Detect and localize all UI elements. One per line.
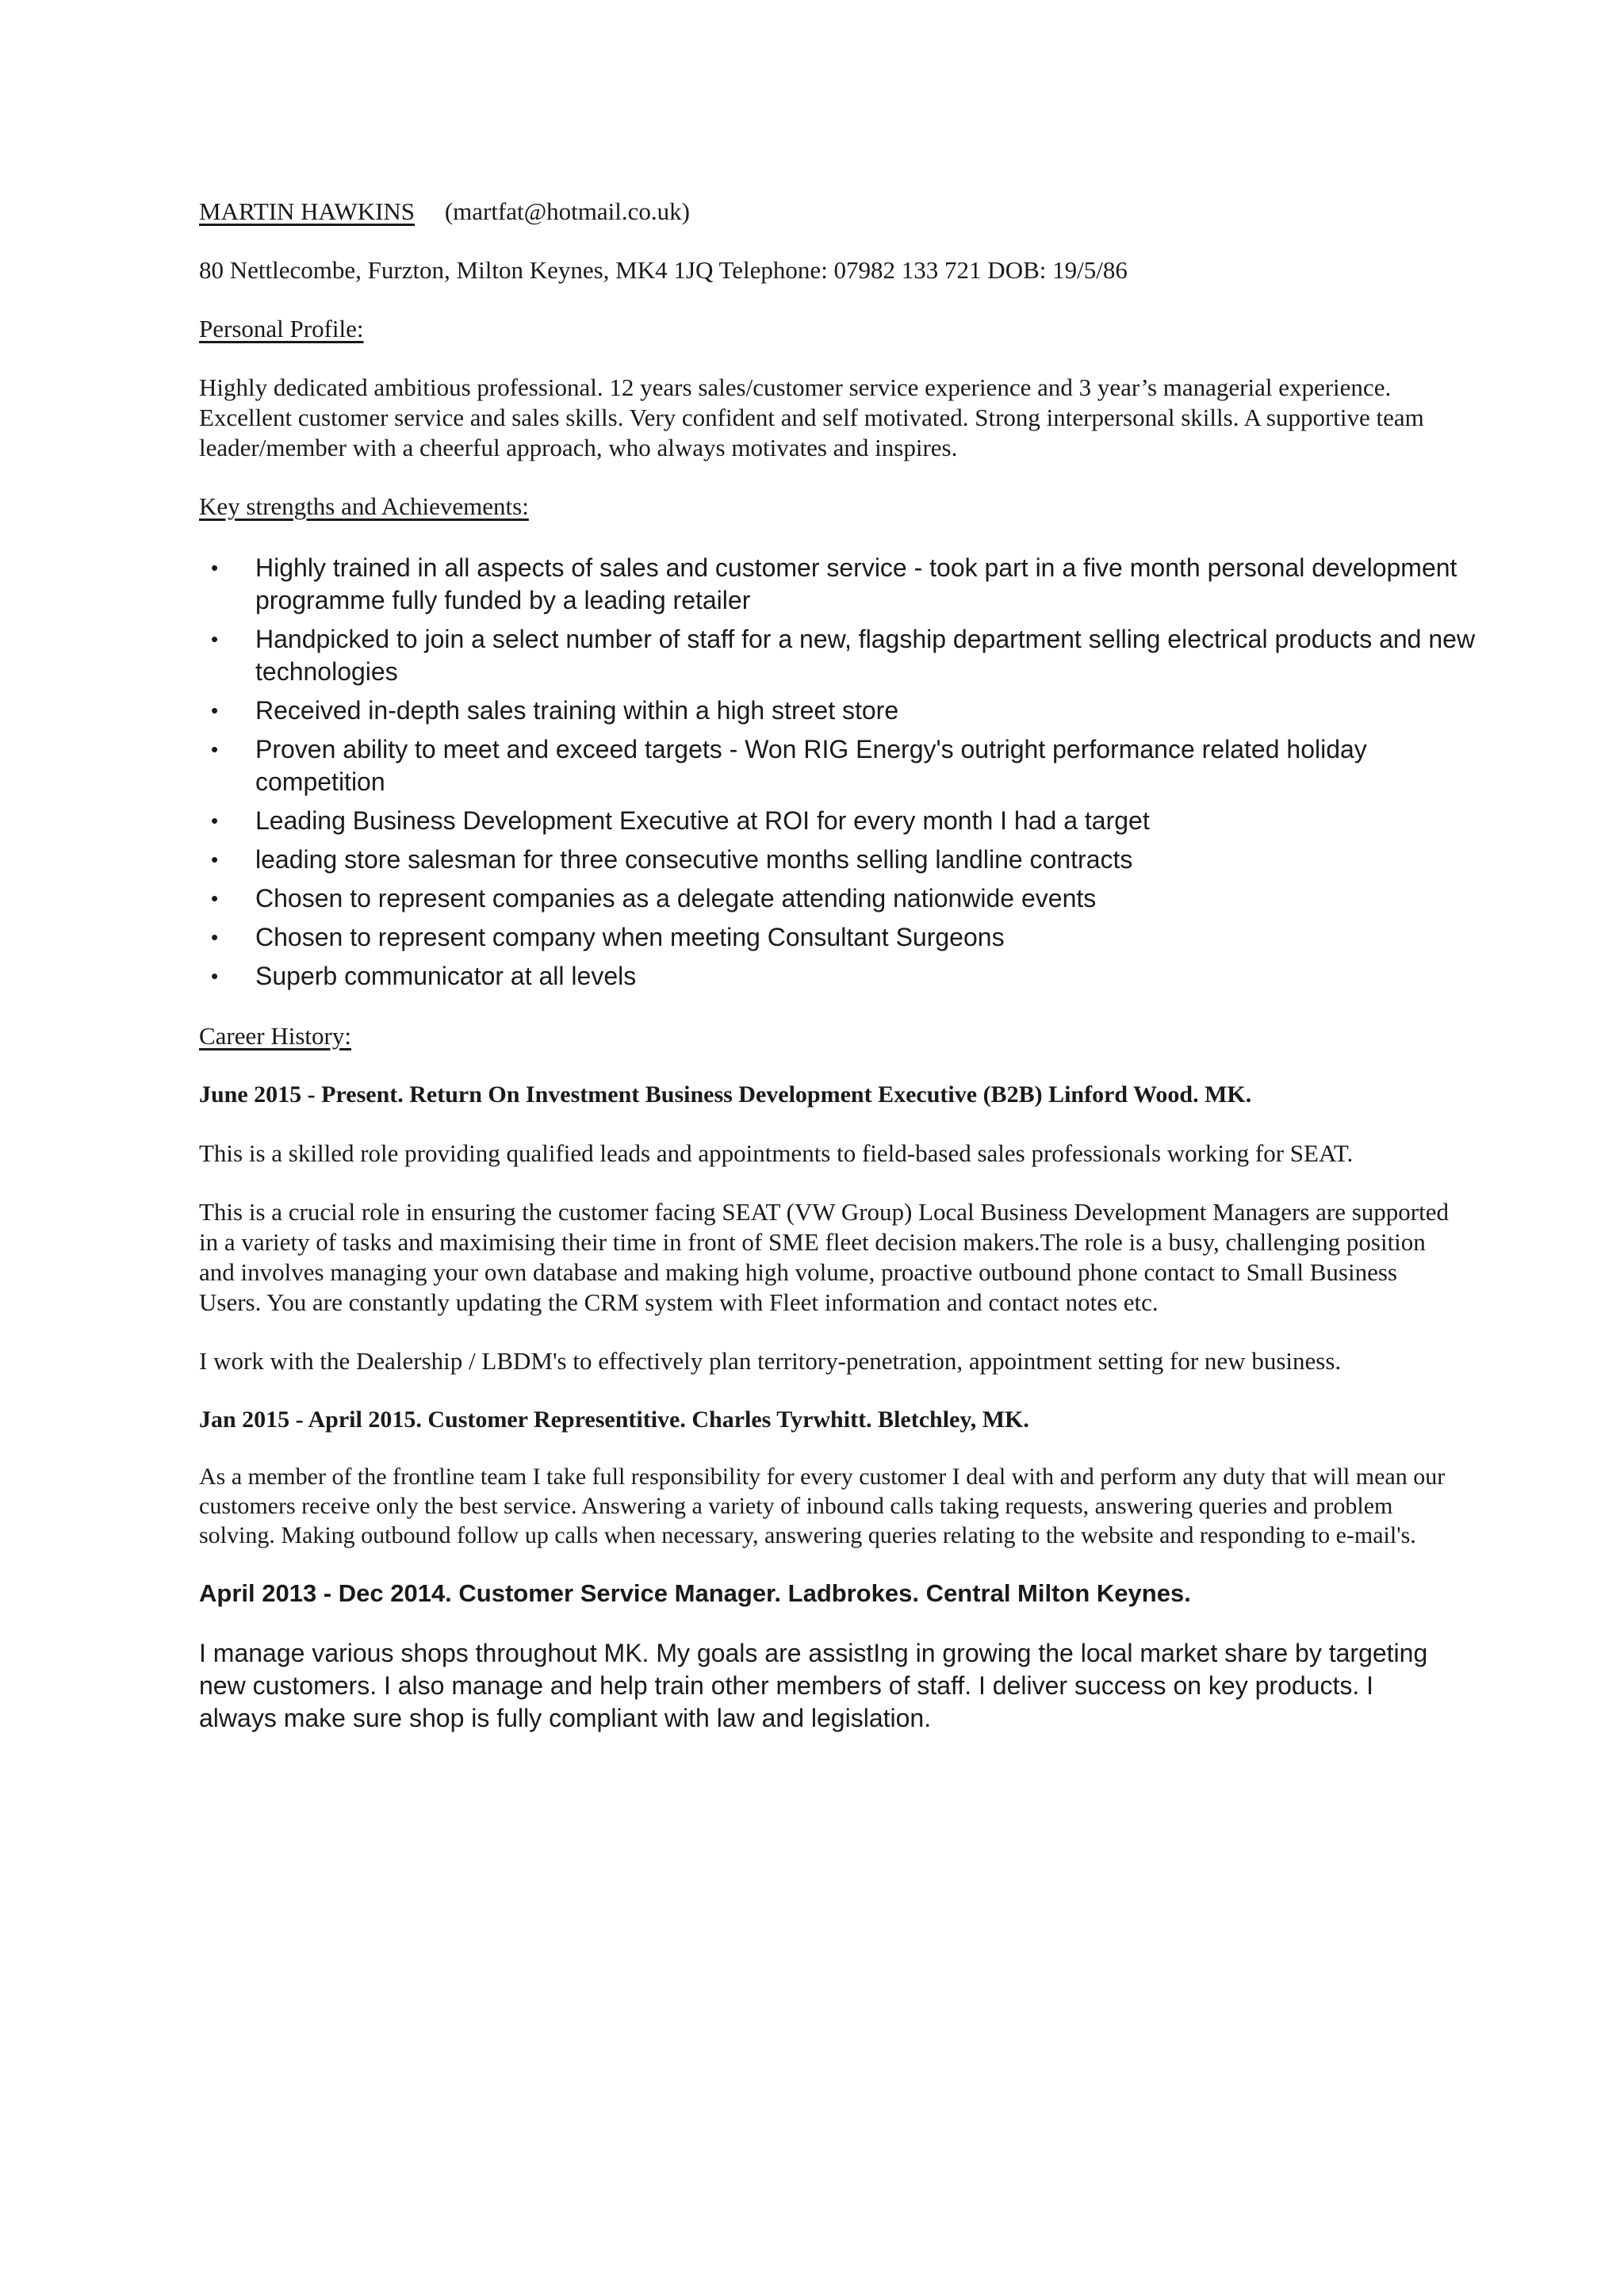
key-strengths-list xyxy=(199,552,1476,993)
strength-text: Leading Business Development Executive at ROI for every month I had a target xyxy=(255,806,1150,835)
strength-text: Proven ability to meet and exceed targets - Won RIG Energy's outright performance related holiday competition xyxy=(255,735,1367,796)
strength-text: Received in-depth sales training within a high street store xyxy=(255,696,899,725)
list-item xyxy=(199,805,1477,837)
list-item xyxy=(199,733,1477,798)
job-heading-roi: June 2015 - Present. Return On Investment Business Development Executive (B2B) Linford Wood. MK. xyxy=(199,1081,1252,1108)
personal-profile-text: Highly dedicated ambitious professional. 12 years sales/customer service experience and 3 year’s managerial experience. Excellent customer service and sales skills. Very confident and self motivated. Strong interpersonal skills. A supportive team leader/member with a cheerful approach, who always motivates and inspires. xyxy=(199,373,1424,461)
job-description: As a member of the frontline team I take full responsibility for every customer I deal with and perform any duty that will mean our customers receive only the best service. Answering a variety of inbound calls taking requests, answering queries and problem solving. Making outbound follow up calls when necessary, answering queries relating to the website and responding to e-mail's. xyxy=(199,1464,1446,1548)
name-line xyxy=(199,197,1452,227)
job-description: This is a skilled role providing qualified leads and appointments to field-based sales professionals working for SEAT. xyxy=(199,1139,1354,1167)
list-item xyxy=(199,882,1477,915)
strength-text: Chosen to represent companies as a delegate attending nationwide events xyxy=(255,884,1097,913)
cv-page xyxy=(199,197,1476,1735)
bullet-icon: • xyxy=(211,698,219,722)
candidate-name: MARTIN HAWKINS xyxy=(199,197,416,225)
job-description: I manage various shops throughout MK. My goals are assistIng in growing the local market share by targeting new customers. I also manage and help train other members of staff. I deliver success on key products. I always make sure shop is fully compliant with law and legislation. xyxy=(199,1639,1428,1732)
key-strengths-heading: Key strengths and Achievements: xyxy=(199,492,529,520)
job-heading-ladbrokes: April 2013 - Dec 2014. Customer Service Manager. Ladbrokes. Central Milton Keynes. xyxy=(199,1579,1191,1607)
list-item xyxy=(199,844,1477,876)
career-history-heading: Career History: xyxy=(199,1022,351,1050)
job-description: This is a crucial role in ensuring the customer facing SEAT (VW Group) Local Business Development Managers are supported in a variety of tasks and maximising their time in front of SME fleet decision makers.The role is a busy, challenging position and involves managing your own database and making high volume, proactive outbound phone contact to Small Business Users. You are constantly updating the CRM system with Fleet information and contact notes etc. xyxy=(199,1198,1449,1316)
bullet-icon: • xyxy=(211,925,219,949)
list-item xyxy=(199,623,1477,688)
bullet-icon: • xyxy=(211,886,219,910)
personal-profile-heading: Personal Profile: xyxy=(199,315,364,342)
job-heading-charles-tyrwhitt: Jan 2015 - April 2015. Customer Representitive. Charles Tyrwhitt. Bletchley, MK. xyxy=(199,1406,1029,1433)
bullet-icon: • xyxy=(211,627,219,651)
strength-text: Handpicked to join a select number of staff for a new, flagship department selling electrical products and new technologies xyxy=(255,625,1476,686)
strength-text: Highly trained in all aspects of sales and customer service - took part in a five month personal development programme fully funded by a leading retailer xyxy=(255,553,1457,614)
bullet-icon: • xyxy=(211,737,219,761)
list-item xyxy=(199,552,1477,617)
list-item xyxy=(199,921,1477,954)
bullet-icon: • xyxy=(211,809,219,832)
strength-text: leading store salesman for three consecutive months selling landline contracts xyxy=(255,845,1133,874)
strength-text: Chosen to represent company when meeting Consultant Surgeons xyxy=(255,923,1005,951)
list-item xyxy=(199,695,1477,727)
bullet-icon: • xyxy=(211,556,219,580)
job-description: I work with the Dealership / LBDM's to effectively plan territory-penetration, appointment setting for new business. xyxy=(199,1347,1342,1375)
contact-details: 80 Nettlecombe, Furzton, Milton Keynes, MK4 1JQ Telephone: 07982 133 721 DOB: 19/5/86 xyxy=(199,256,1128,284)
email-address: (martfat@hotmail.co.uk) xyxy=(444,197,690,225)
strength-text: Superb communicator at all levels xyxy=(255,962,637,990)
list-item xyxy=(199,960,1477,993)
bullet-icon: • xyxy=(211,848,219,871)
bullet-icon: • xyxy=(211,964,219,988)
